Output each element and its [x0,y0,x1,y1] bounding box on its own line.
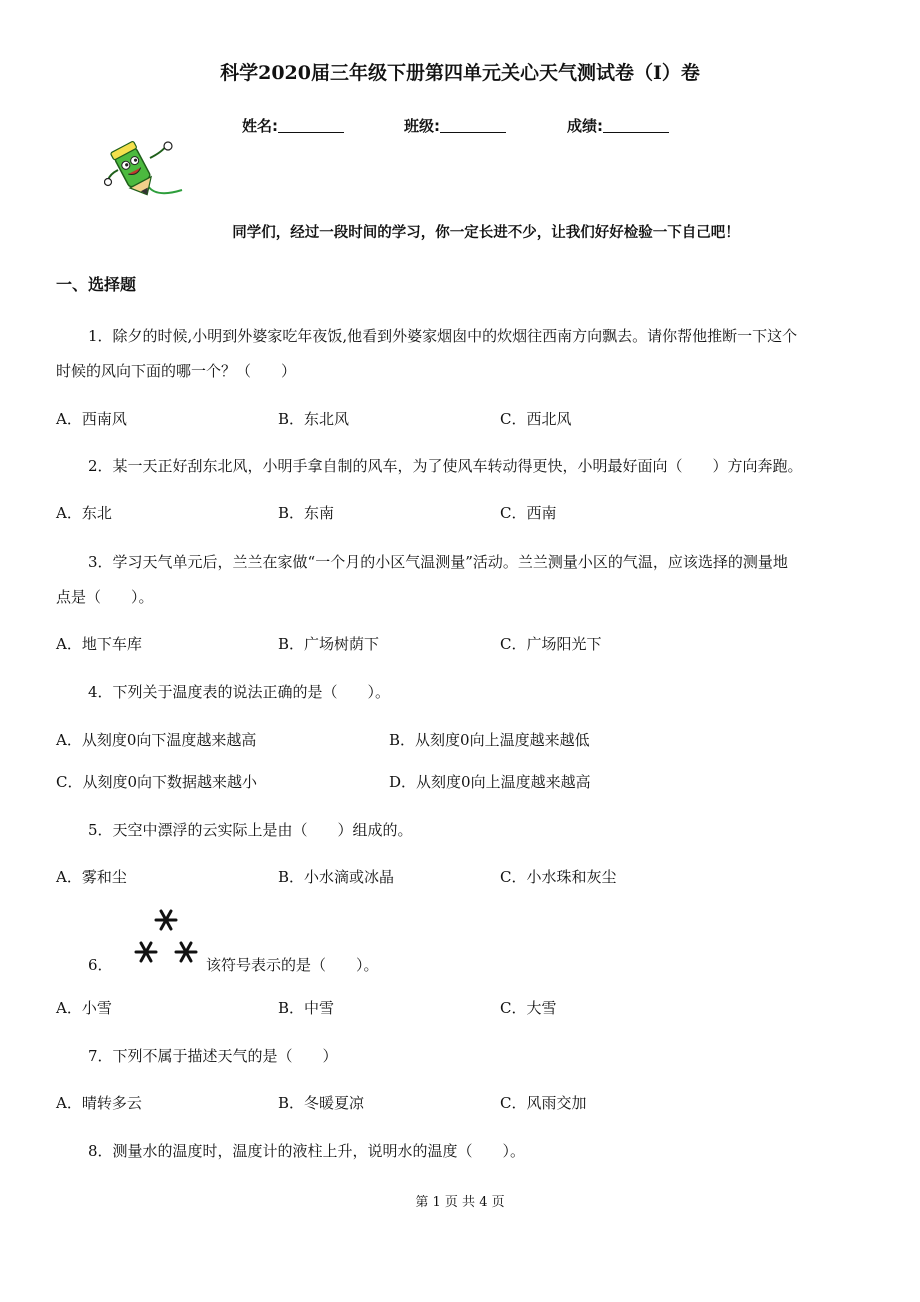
question-6-line-1: 该符号表示的是（ ）。 [206,956,379,974]
pencil-mascot-icon [104,140,186,202]
question-5-option-a[interactable]: A．雾和尘 [56,868,127,886]
question-1-option-a[interactable]: A．西南风 [56,410,127,428]
question-1-option-b[interactable]: B．东北风 [278,410,350,428]
question-4-option-c[interactable]: C．从刻度0向下数据越来越小 [56,773,258,791]
class-field [404,115,506,136]
question-2-option-c[interactable]: C．西南 [500,504,557,522]
question-6-option-a[interactable]: A．小雪 [56,999,112,1017]
question-8-line-1: 8．测量水的温度时，温度计的液柱上升，说明水的温度（ ）。 [88,1142,526,1160]
score-field [567,115,669,136]
question-5-option-b[interactable]: B．小水滴或冰晶 [278,868,395,886]
question-7-line-1: 7．下列不属于描述天气的是（ ） [88,1047,338,1065]
name-blank[interactable] [278,117,344,133]
question-3-line-2: 点是（ ）。 [56,588,154,606]
class-label: 班级: [404,117,440,135]
question-3-option-c[interactable]: C．广场阳光下 [500,635,602,653]
section-title: 一、选择题 [56,275,137,294]
question-3-line-1: 3．学习天气单元后，兰兰在家做“一个月的小区气温测量”活动。兰兰测量小区的气温，应该选择的测量地 [88,553,788,571]
question-4-line-1: 4．下列关于温度表的说法正确的是（ ）。 [88,683,391,701]
question-4-option-d[interactable]: D．从刻度0向上温度越来越高 [389,773,591,791]
name-field [242,115,344,136]
question-7-option-a[interactable]: A．晴转多云 [56,1094,142,1112]
heavy-snow-symbol-icon [132,906,202,968]
question-6-number: 6． [88,956,113,974]
question-7-option-b[interactable]: B．冬暖夏凉 [278,1094,365,1112]
score-label: 成绩: [567,117,603,135]
question-7-option-c[interactable]: C．风雨交加 [500,1094,587,1112]
score-blank[interactable] [603,117,669,133]
greeting-text: 同学们，经过一段时间的学习，你一定长进不少，让我们好好检验一下自己吧！ [232,225,740,241]
question-3-option-a[interactable]: A．地下车库 [56,635,142,653]
question-1-option-c[interactable]: C．西北风 [500,410,572,428]
question-6-option-b[interactable]: B．中雪 [278,999,335,1017]
question-5-line-1: 5．天空中漂浮的云实际上是由（ ）组成的。 [88,821,413,839]
question-2-option-b[interactable]: B．东南 [278,504,335,522]
question-4-option-a[interactable]: A．从刻度0向下温度越来越高 [56,731,257,749]
page-footer: 第 1 页 共 4 页 [415,1195,505,1210]
question-3-option-b[interactable]: B．广场树荫下 [278,635,380,653]
question-1-line-2: 时候的风向下面的哪一个？（ ） [56,362,297,380]
question-5-option-c[interactable]: C．小水珠和灰尘 [500,868,617,886]
page-title: 科学2020届三年级下册第四单元关心天气测试卷（I）卷 [220,62,700,84]
name-label: 姓名: [242,117,278,135]
question-4-option-b[interactable]: B．从刻度0向上温度越来越低 [389,731,590,749]
class-blank[interactable] [440,117,506,133]
question-6-option-c[interactable]: C．大雪 [500,999,557,1017]
question-1-line-1: 1．除夕的时候,小明到外婆家吃年夜饭,他看到外婆家烟囱中的炊烟往西南方向飘去。请你帮他推断一下这个 [88,327,798,345]
question-2-line-1: 2．某一天正好刮东北风，小明手拿自制的风车，为了使风车转动得更快，小明最好面向（ ）方向奔跑。 [88,457,803,475]
question-2-option-a[interactable]: A．东北 [56,504,112,522]
